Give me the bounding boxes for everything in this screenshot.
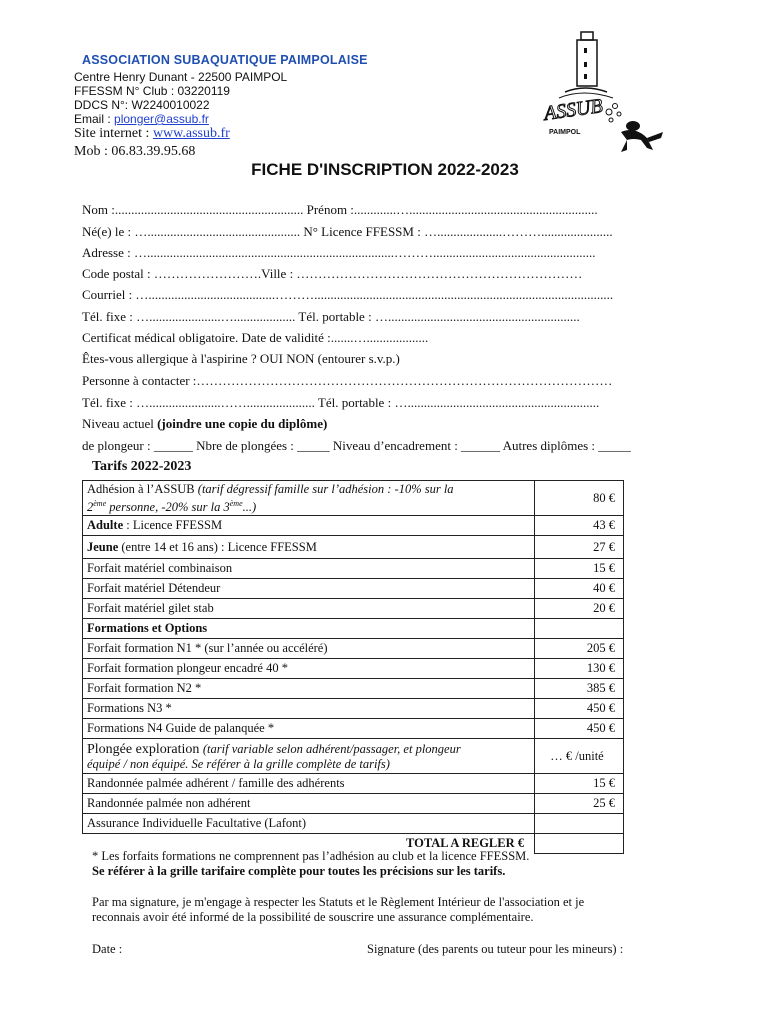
- site-line: [74, 126, 230, 142]
- diver-icon: [621, 121, 663, 152]
- table-row: [83, 559, 624, 579]
- row-price: 450 €: [535, 719, 624, 739]
- table-row: [83, 679, 624, 699]
- row-price: 450 €: [535, 699, 624, 719]
- plongeur-fields[interactable]: de plongeur : ______ Nbre de plongées : _____ Niveau d’encadrement : ______ Autres diplômes : _____: [82, 438, 631, 453]
- mobile-number: Mob : 06.83.39.95.68: [74, 144, 196, 159]
- row-label: Formations N4 Guide de palanquée *: [83, 719, 535, 739]
- table-row: [83, 579, 624, 599]
- table-row: [83, 719, 624, 739]
- row-price: 40 €: [535, 579, 624, 599]
- table-row: [83, 774, 624, 794]
- total-label: TOTAL A REGLER €: [83, 834, 535, 854]
- code-postal-ville-field[interactable]: Code postal : …………………….Ville : …………………………………………………………: [82, 266, 583, 281]
- contact-field[interactable]: Personne à contacter :……………………………………………………………………………………: [82, 373, 613, 388]
- jeune-price: 27 €: [535, 536, 624, 559]
- exploration-price: … € /unité: [535, 739, 624, 774]
- row-price: 15 €: [535, 774, 624, 794]
- engagement-line-1: Par ma signature, je m'engage à respecter les Statuts et le Règlement Intérieur de l'association et je: [92, 895, 585, 909]
- adhesion-price: 80 €: [535, 481, 624, 516]
- adulte-price: 43 €: [535, 516, 624, 536]
- email-label: Email :: [74, 112, 115, 126]
- ffessm-club-number: FFESSM N° Club : 03220119: [74, 84, 230, 98]
- site-link[interactable]: www.assub.fr: [152, 126, 230, 141]
- ddcs-number: DDCS N°: W2240010022: [74, 98, 210, 112]
- row-label: Forfait formation plongeur encadré 40 *: [83, 659, 535, 679]
- row-price: [535, 619, 624, 639]
- referer-note: Se référer à la grille tarifaire complète pour toutes les précisions sur les tarifs.: [92, 864, 506, 878]
- table-row: [83, 619, 624, 639]
- site-label: Site internet :: [74, 126, 153, 141]
- row-price: 205 €: [535, 639, 624, 659]
- allergie-question[interactable]: Êtes-vous allergique à l'aspirine ? OUI NON (entourer s.v.p.): [82, 351, 400, 366]
- date-field[interactable]: Date :: [92, 942, 123, 956]
- table-row: [83, 481, 624, 516]
- row-label: Forfait formation N2 *: [83, 679, 535, 699]
- tarifs-title: Tarifs 2022-2023: [92, 459, 192, 474]
- nom-prenom-field[interactable]: Nom :.......................................................... Prénom :.............…..........................................................: [82, 202, 598, 217]
- row-label: Forfait formation N1 * (sur l’année ou accéléré): [83, 639, 535, 659]
- logo-text: ASSUB: [542, 94, 605, 125]
- row-label: Assurance Individuelle Facultative (Lafont): [83, 814, 535, 834]
- tarifs-table: [82, 480, 624, 854]
- table-row: [83, 659, 624, 679]
- exploration-label: Plongée exploration (tarif variable selon adhérent/passager, et plongeur équipé / non équipé. Se référer à la grille complète de tarifs): [83, 739, 535, 774]
- forfaits-note: * Les forfaits formations ne comprennent pas l’adhésion au club et la licence FFESSM.: [92, 849, 530, 863]
- engagement-line-2: reconnais avoir été informé de la possibilité de souscrire une assurance complémentaire.: [92, 910, 534, 924]
- telephone-field[interactable]: Tél. fixe : …......................…................... Tél. portable : …...........................................................: [82, 309, 580, 324]
- adhesion-label: Adhésion à l’ASSUB (tarif dégressif famille sur l’adhésion : -10% sur la 2ème personne, -20% sur la 3ème...): [83, 481, 535, 516]
- niveau-label: Niveau actuel: [82, 416, 158, 431]
- contact-telephone-field[interactable]: Tél. fixe : …......................……..................... Tél. portable : …...........................................................: [82, 395, 600, 410]
- row-price: 15 €: [535, 559, 624, 579]
- table-row: [83, 814, 624, 834]
- email-line: [74, 112, 209, 126]
- table-row: [83, 599, 624, 619]
- association-name: ASSOCIATION SUBAQUATIQUE PAIMPOLAISE: [82, 53, 368, 67]
- row-price: 20 €: [535, 599, 624, 619]
- total-value[interactable]: [535, 834, 624, 854]
- row-label: Forfait matériel gilet stab: [83, 599, 535, 619]
- certificat-field[interactable]: Certificat médical obligatoire. Date de validité :.......…...................: [82, 330, 429, 345]
- email-link[interactable]: plonger@assub.fr: [114, 112, 209, 126]
- table-row: [83, 516, 624, 536]
- table-row: [83, 639, 624, 659]
- row-price: 25 €: [535, 794, 624, 814]
- courriel-field[interactable]: Courriel : ….......................................………............................................................................................: [82, 287, 614, 302]
- table-row: [83, 739, 624, 774]
- row-label: Forfait matériel combinaison: [83, 559, 535, 579]
- row-price: 130 €: [535, 659, 624, 679]
- logo-subtext: PAIMPOL: [549, 129, 581, 136]
- row-price: 385 €: [535, 679, 624, 699]
- signature-field[interactable]: Signature (des parents ou tuteur pour les mineurs) :: [367, 942, 624, 956]
- row-label: Formations N3 *: [83, 699, 535, 719]
- table-row: [83, 536, 624, 559]
- table-row: [83, 794, 624, 814]
- lighthouse-icon: [559, 32, 613, 98]
- birthdate-licence-field[interactable]: Né(e) le : …............................................... N° Licence FFESSM : …....................………......................: [82, 224, 613, 239]
- row-label: Randonnée palmée non adhérent: [83, 794, 535, 814]
- niveau-line: [82, 416, 327, 432]
- niveau-note: (joindre une copie du diplôme): [157, 416, 328, 431]
- row-price: [535, 814, 624, 834]
- adresse-field[interactable]: Adresse : …............................................................................………..................................................: [82, 245, 596, 260]
- page-title: FICHE D'INSCRIPTION 2022-2023: [251, 160, 519, 179]
- row-label: Forfait matériel Détendeur: [83, 579, 535, 599]
- address-line: Centre Henry Dunant - 22500 PAIMPOL: [74, 70, 288, 84]
- table-row: [83, 699, 624, 719]
- adulte-label: Adulte : Licence FFESSM: [83, 516, 535, 536]
- row-label: Randonnée palmée adhérent / famille des adhérents: [83, 774, 535, 794]
- formations-header: Formations et Options: [83, 619, 535, 639]
- assub-logo: [535, 28, 665, 158]
- bubbles-icon: [606, 104, 621, 123]
- jeune-label: Jeune (entre 14 et 16 ans) : Licence FFESSM: [83, 536, 535, 559]
